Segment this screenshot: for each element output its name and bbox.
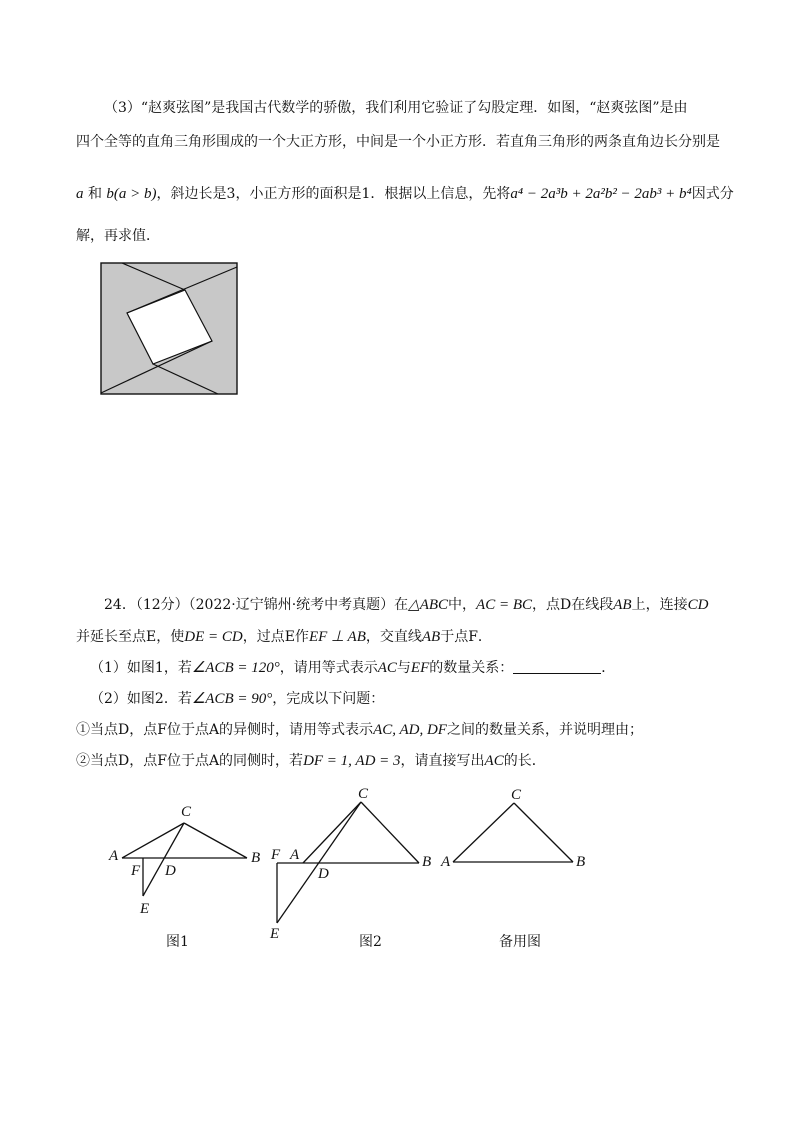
text-seg: ，过点E作 (242, 629, 309, 645)
q24-line1 (104, 595, 708, 615)
var-b-condition: b(a > b) (106, 186, 157, 202)
var-a: a (76, 186, 84, 202)
text-seg: 中， (448, 597, 477, 613)
polynomial-expression: a⁴ − 2a³b + 2a²b² − 2ab³ + b⁴ (510, 186, 692, 202)
fig1-label-f: F (131, 863, 141, 879)
text-seg: 于点F． (440, 629, 492, 645)
fig2-label-b: B (422, 854, 432, 870)
q24-sub1 (90, 658, 615, 678)
figure-backup (440, 787, 585, 950)
text-seg: 之间的数量关系，并说明理由； (446, 722, 643, 738)
fig1-label-a: A (109, 848, 119, 864)
segment-ab: AB (613, 597, 632, 613)
text-seg: 与 (396, 660, 411, 676)
fig3-caption: 备用图 (499, 934, 541, 950)
text-seg: ②当点D，点F位于点A的同侧时，若 (76, 753, 304, 769)
fig1-label-c: C (181, 804, 192, 820)
text-seg: ，完成以下问题： (272, 691, 385, 707)
text-seg: 上，连接 (631, 597, 688, 613)
q24-line2 (76, 627, 492, 647)
fig2-caption: 图2 (359, 934, 382, 950)
q24-header: 24．（12分）（2022·辽宁锦州·统考中考真题）在 (104, 597, 409, 613)
figures-area (0, 780, 800, 970)
figure-2 (269, 786, 431, 950)
segment-ac-2: AC (484, 753, 504, 769)
text-seg: ，请用等式表示 (279, 660, 378, 676)
fig2-label-d: D (318, 866, 329, 882)
text-seg: ①当点D，点F位于点A的异侧时，请用等式表示 (76, 722, 374, 738)
zhao-shuang-diagram (100, 262, 240, 396)
segment-ef: EF (410, 660, 430, 676)
q24-item1 (76, 720, 643, 740)
line-ab: AB (421, 629, 441, 645)
fig1-label-b: B (251, 850, 261, 866)
fig2-label-c: C (358, 786, 369, 802)
fig1-caption: 图1 (166, 934, 189, 950)
fig1-label-e: E (140, 901, 150, 917)
fig1-label-d: D (165, 863, 176, 879)
eq-ac-bc: AC = BC (476, 597, 533, 613)
text-seg: 的长． (503, 753, 546, 769)
text-seg: 的数量关系： (429, 660, 514, 676)
text-seg: ，点D在线段 (532, 597, 614, 613)
fig3-label-c: C (511, 787, 522, 803)
q24-item2 (76, 751, 546, 771)
vars-ac-ad-df: AC, AD, DF (373, 722, 447, 738)
fig3-label-b: B (576, 854, 586, 870)
part3-line2: 四个全等的直角三角形围成的一个大正方形，中间是一个小正方形．若直角三角形的两条直角边长分别是 (76, 134, 720, 150)
ef-perp-ab: EF ⊥ AB (308, 629, 366, 645)
fig2-label-e: E (270, 926, 280, 942)
vals-df-ad: DF = 1, AD = 3 (303, 753, 401, 769)
q24-sub2 (90, 689, 384, 709)
text-seg: ，请直接写出 (400, 753, 485, 769)
answer-blank[interactable] (513, 659, 601, 674)
text-seg: （1）如图1，若 (90, 660, 192, 676)
eq-de-cd: DE = CD (184, 629, 243, 645)
fig2-label-a: A (290, 847, 300, 863)
triangle-abc: △ABC (408, 597, 449, 613)
word-and: 和 (83, 186, 107, 202)
part3-line3-end: 因式分 (691, 186, 734, 202)
part3-line3 (76, 184, 734, 204)
part3-line4: 解，再求值． (76, 228, 160, 244)
text-seg: 并延长至点E，使 (76, 629, 185, 645)
segment-ac: AC (377, 660, 397, 676)
figure-1 (108, 804, 260, 950)
fig3-label-a: A (441, 854, 451, 870)
text-seg: （2）如图2．若 (90, 691, 192, 707)
text-seg: ，交直线 (365, 629, 422, 645)
segment-cd: CD (687, 597, 709, 613)
angle-acb-90: ∠ACB = 90° (191, 691, 273, 707)
text-seg: ． (601, 660, 616, 676)
part3-line1: （3）“赵爽弦图”是我国古代数学的骄傲，我们利用它验证了勾股定理．如图，“赵爽弦图”是由 (104, 100, 688, 116)
fig2-label-f: F (271, 847, 281, 863)
part3-line3-middle: ，斜边长是3，小正方形的面积是1．根据以上信息，先将 (156, 186, 511, 202)
angle-acb-120: ∠ACB = 120° (191, 660, 280, 676)
